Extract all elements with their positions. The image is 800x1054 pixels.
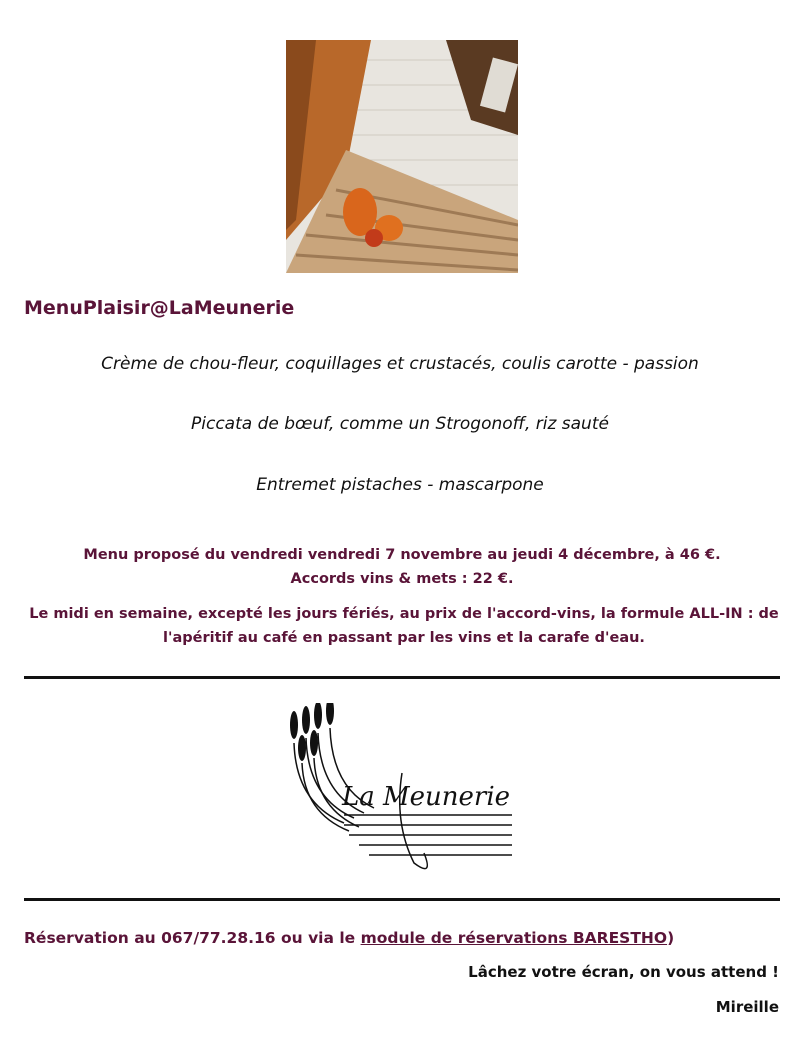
dish-main: Piccata de bœuf, comme un Strogonoff, riz sauté <box>191 414 609 434</box>
signature: Mireille <box>715 998 779 1016</box>
dish-starter: Crème de chou-fleur, coquillages et crustacés, coulis carotte - passion <box>101 354 699 374</box>
wine-pairing-price: Accords vins & mets : 22 €. <box>290 571 514 587</box>
closing-text: Lâchez votre écran, on vous attend ! <box>468 963 779 981</box>
dish-dessert: Entremet pistaches - mascarpone <box>256 475 544 495</box>
logo-text: La Meunerie <box>342 782 511 812</box>
page-title: MenuPlaisir@LaMeunerie <box>24 297 295 319</box>
menu-dates: Menu proposé du vendredi vendredi 7 novembre au jeudi 4 décembre, à 46 €. <box>83 547 721 563</box>
restaurant-photo <box>286 40 518 273</box>
reservation-line <box>24 929 674 947</box>
divider <box>24 898 780 901</box>
lunch-formula: Le midi en semaine, excepté les jours fériés, au prix de l'accord-vins, la formule ALL-IN : de l'apéritif au café en passant par les vins et la carafe d'eau. <box>29 606 779 646</box>
barestho-reservation-link[interactable]: module de réservations BARESTHO <box>360 929 668 947</box>
la-meunerie-logo <box>284 703 516 878</box>
divider <box>24 676 780 679</box>
reservation-text: Réservation au 067/77.28.16 ou via le <box>24 929 361 947</box>
reservation-suffix: ) <box>667 929 675 947</box>
menu-dates-price <box>24 543 780 591</box>
